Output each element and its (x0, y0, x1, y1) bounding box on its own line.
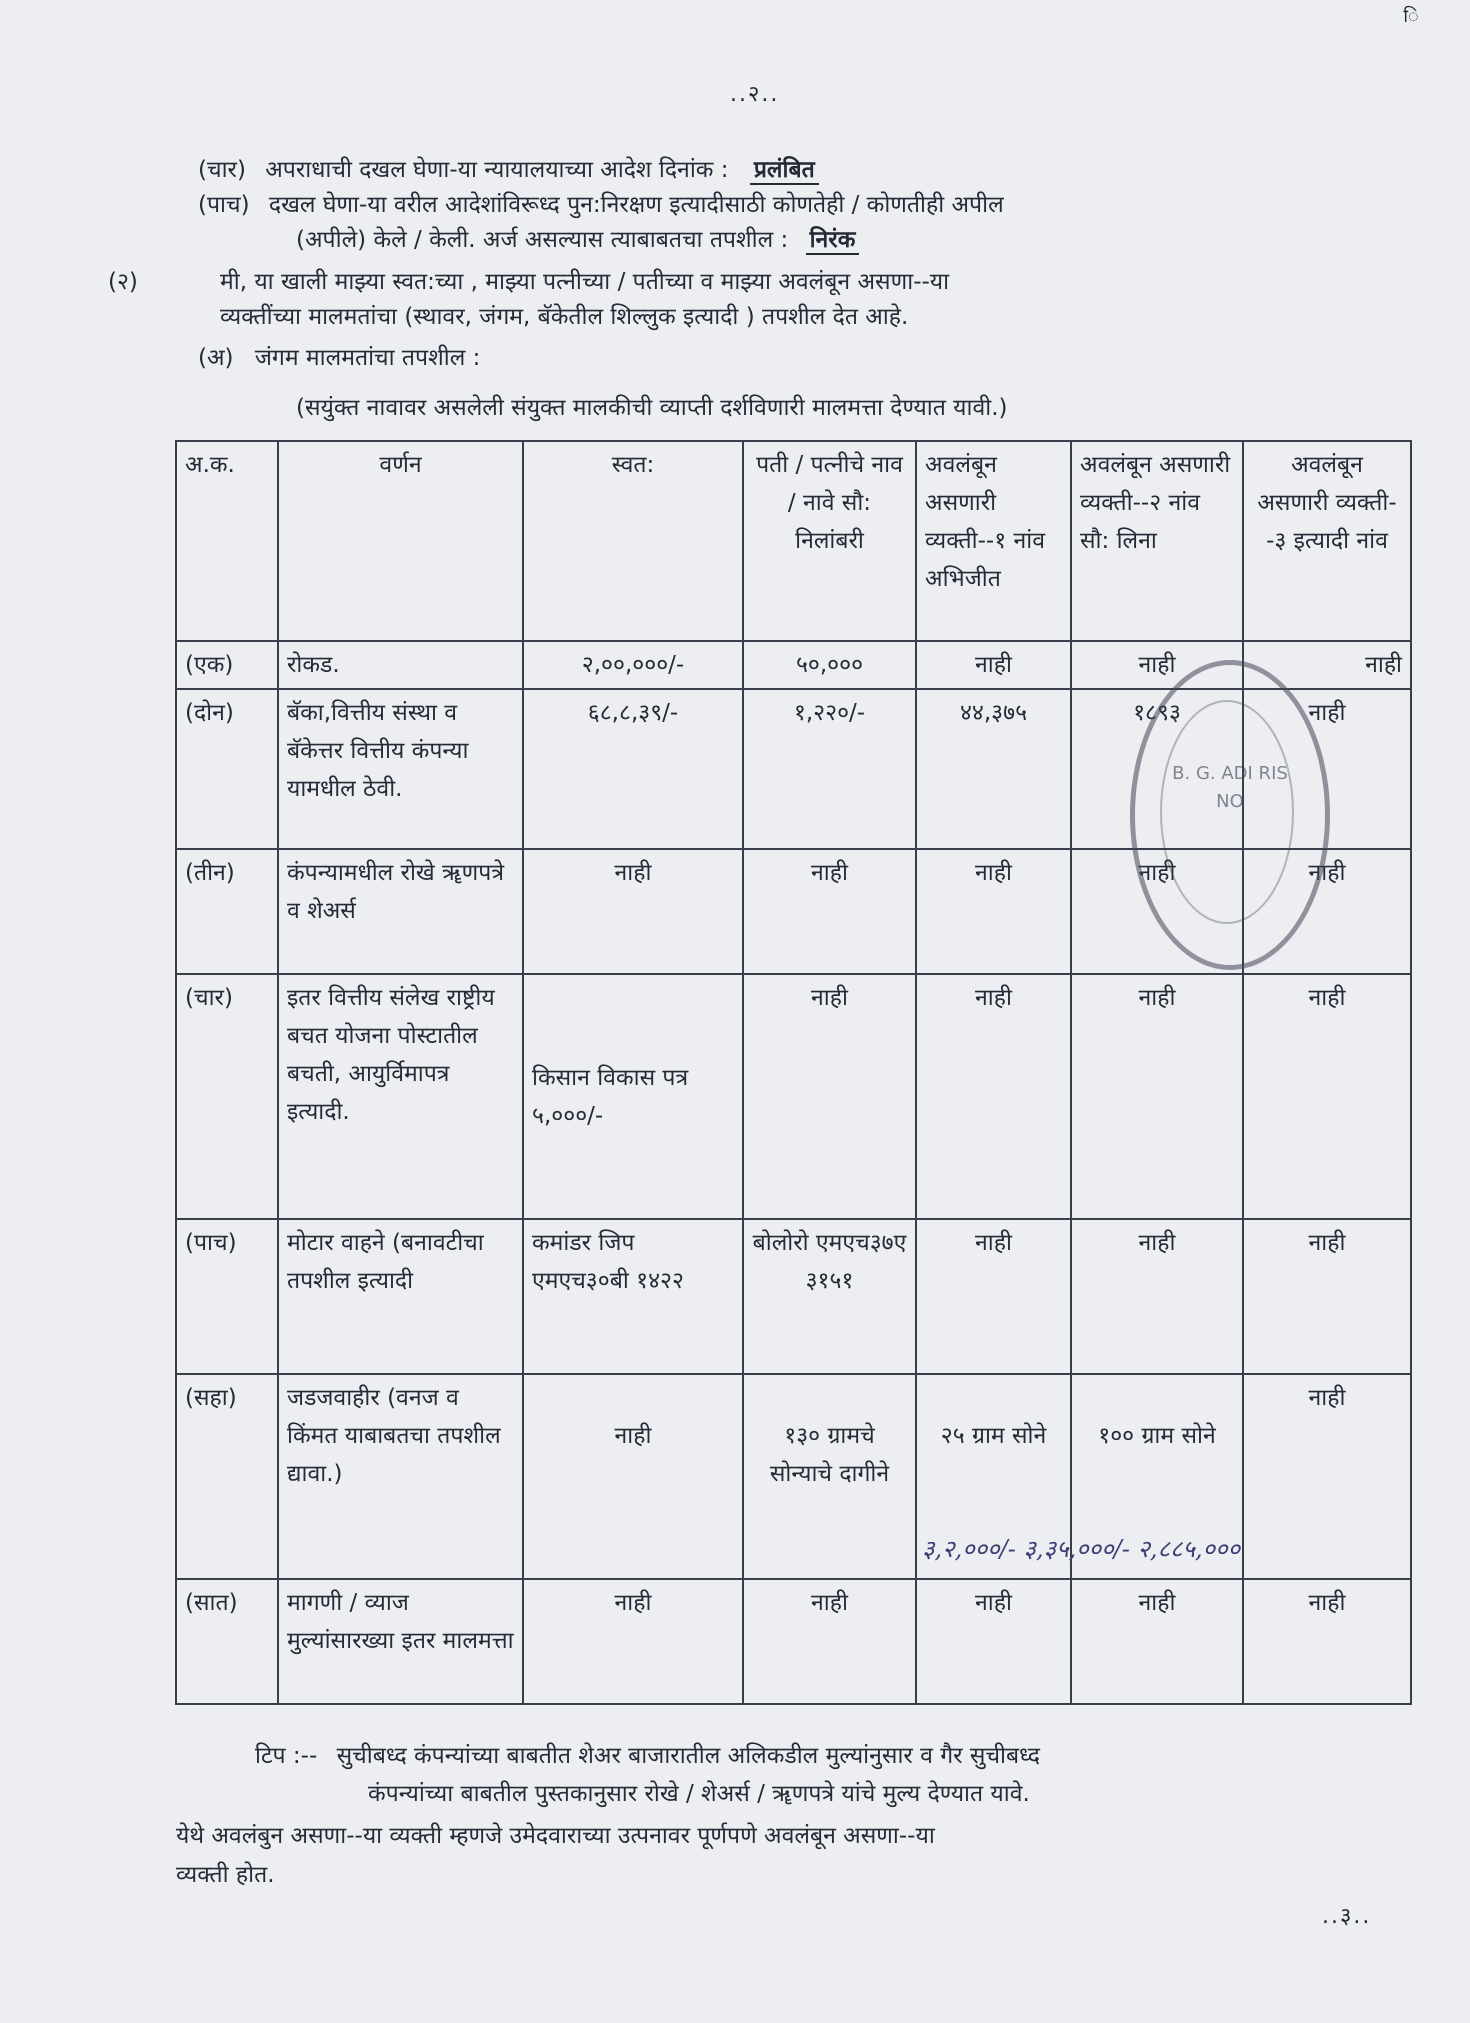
row-dep3: नाही (1243, 689, 1411, 849)
section-two-label: (२) (108, 269, 138, 295)
item-four (198, 152, 819, 184)
row-no: (सहा) (176, 1374, 278, 1579)
row-spouse: नाही (743, 974, 916, 1219)
row-dep3: नाही (1243, 974, 1411, 1219)
item-five-line2 (296, 222, 859, 254)
row-desc: मोटार वाहने (बनावटीचा तपशील इत्यादी (278, 1219, 523, 1374)
header-dependent-2: अवलंबून असणारी व्यक्ती--२ नांव सौ: लिना (1071, 441, 1243, 641)
footnote-line1 (255, 1738, 1040, 1770)
row-spouse: नाही (743, 849, 916, 974)
row-dep3: नाही (1243, 1579, 1411, 1704)
joint-ownership-note: (सयुंक्त नावावर असलेली संयुक्त मालकीची व्याप्ती दर्शविणारी मालमत्ता देण्यात यावी.) (296, 395, 1008, 421)
subsection-a-title: जंगम मालमतांचा तपशील : (254, 345, 481, 371)
table-row (176, 849, 1411, 974)
item-four-value: प्रलंबित (750, 157, 819, 185)
table-row (176, 1579, 1411, 1704)
item-five-line1 (198, 187, 1004, 219)
row-self: कमांडर जिप एमएच३०बी १४२२ (523, 1219, 743, 1374)
header-description: वर्णन (278, 441, 523, 641)
row-dep1: नाही (916, 641, 1071, 689)
row-no: (तीन) (176, 849, 278, 974)
row-dep1: ४४,३७५ (916, 689, 1071, 849)
row-self: नाही (523, 1374, 743, 1579)
row-dep1: २५ ग्राम सोने (916, 1374, 1071, 1579)
row-dep1: नाही (916, 1579, 1071, 1704)
row-desc: रोकड. (278, 641, 523, 689)
row-self: नाही (523, 849, 743, 974)
row-dep1: नाही (916, 974, 1071, 1219)
item-five-value: निरंक (806, 227, 860, 255)
table-row (176, 689, 1411, 849)
footnote-line2: कंपन्यांच्या बाबतील पुस्तकानुसार रोखे / शेअर्स / ॠणपत्रे यांचे मुल्य देण्यात यावे. (368, 1781, 1030, 1807)
row-desc: कंपन्यामधील रोखे ॠणपत्रे व शेअर्स (278, 849, 523, 974)
item-four-text: अपराधाची दखल घेणा-या न्यायालयाच्या आदेश दिनांक : (265, 157, 729, 183)
subsection-a (198, 340, 480, 372)
row-no: (दोन) (176, 689, 278, 849)
row-spouse: १,२२०/- (743, 689, 916, 849)
row-self: किसान विकास पत्र ५,०००/- (523, 974, 743, 1219)
table-row (176, 1219, 1411, 1374)
item-five-label: (पाच) (198, 192, 250, 218)
row-desc: बॅका,वित्तीय संस्था व बॅकेत्तर वित्तीय कंपन्या यामधील ठेवी. (278, 689, 523, 849)
row-dep1: नाही (916, 1219, 1071, 1374)
row-dep1: नाही (916, 849, 1071, 974)
item-four-label: (चार) (198, 157, 246, 183)
row-desc: मागणी / व्याज मुल्यांसारख्या इतर मालमत्ता (278, 1579, 523, 1704)
row-no: (सात) (176, 1579, 278, 1704)
row-dep2: नाही (1071, 641, 1243, 689)
row-spouse: ५०,००० (743, 641, 916, 689)
header-dependent-3: अवलंबून असणारी व्यक्ती--३ इत्यादी नांव (1243, 441, 1411, 641)
footnote-line3: येथे अवलंबुन असणा--या व्यक्ती म्हणजे उमेदवाराच्या उत्पनावर पूर्णपणे अवलंबून असणा--या (176, 1823, 935, 1849)
header-serial: अ.क. (176, 441, 278, 641)
movable-assets-table (175, 440, 1412, 1705)
table-row (176, 641, 1411, 689)
corner-mark: ि (1403, 6, 1419, 27)
row-self: नाही (523, 1579, 743, 1704)
row-self: २,००,०००/- (523, 641, 743, 689)
row-dep3: नाही (1243, 641, 1411, 689)
row-self: ६८,८,३९/- (523, 689, 743, 849)
row-dep2: नाही (1071, 1219, 1243, 1374)
footnote-line4: व्यक्ती होत. (176, 1862, 275, 1888)
item-five-text1: दखल घेणा-या वरील आदेशांविरूध्द पुन:निरक्षण इत्यादीसाठी कोणतेही / कोणतीही अपील (268, 192, 1004, 218)
header-spouse: पती / पत्नीचे नाव / नावे सौ: निलांबरी (743, 441, 916, 641)
row-dep2: नाही (1071, 974, 1243, 1219)
row-no: (चार) (176, 974, 278, 1219)
next-page-marker: ..३.. (1322, 1904, 1372, 1929)
row-spouse: बोलोरो एमएच३७ए ३१५१ (743, 1219, 916, 1374)
page-number: ..२.. (730, 82, 780, 107)
row-dep2: नाही (1071, 1579, 1243, 1704)
handwritten-jewellery-values: ३,२,०००/- ३,३५,०००/- २,८८५,००० (922, 1535, 1241, 1563)
row-dep3: नाही (1243, 1374, 1411, 1579)
header-self: स्वत: (523, 441, 743, 641)
row-no: (एक) (176, 641, 278, 689)
row-dep2: १०० ग्राम सोने (1071, 1374, 1243, 1579)
row-dep2: नाही (1071, 849, 1243, 974)
row-dep3: नाही (1243, 1219, 1411, 1374)
stamp-text: B. G. ADI RIS NO (1172, 763, 1288, 812)
row-dep3: नाही (1243, 849, 1411, 974)
row-dep2: १८९३ (1071, 689, 1243, 849)
row-spouse: १३० ग्रामचे सोन्याचे दागीने (743, 1374, 916, 1579)
section-two-text1: मी, या खाली माझ्या स्वत:च्या , माझ्या पत्नीच्या / पतीच्या व माझ्या अवलंबून असणा--या (220, 269, 950, 295)
item-five-text2: (अपीले) केले / केली. अर्ज असल्यास त्याबाबतचा तपशील : (296, 227, 789, 253)
table-header-row (176, 441, 1411, 641)
row-spouse: नाही (743, 1579, 916, 1704)
row-desc: जडजवाहीर (वनज व किंमत याबाबतचा तपशील द्यावा.) (278, 1374, 523, 1579)
table-row (176, 974, 1411, 1219)
subsection-a-label: (अ) (198, 345, 234, 371)
section-two-text2: व्यक्तींच्या मालमतांचा (स्थावर, जंगम, बॅकेतील शिल्लुक इत्यादी ) तपशील देत आहे. (220, 304, 909, 330)
row-desc: इतर वित्तीय संलेख राष्ट्रीय बचत योजना पोस्टातील बचती, आयुर्विमापत्र इत्यादी. (278, 974, 523, 1219)
footnote-label: टिप :-- (255, 1743, 318, 1769)
row-no: (पाच) (176, 1219, 278, 1374)
footnote-text1: सुचीबध्द कंपन्यांच्या बाबतीत शेअर बाजारातील अलिकडील मुल्यांनुसार व गैर सुचीबध्द (336, 1743, 1040, 1769)
header-dependent-1: अवलंबून असणारी व्यक्ती--१ नांव अभिजीत (916, 441, 1071, 641)
